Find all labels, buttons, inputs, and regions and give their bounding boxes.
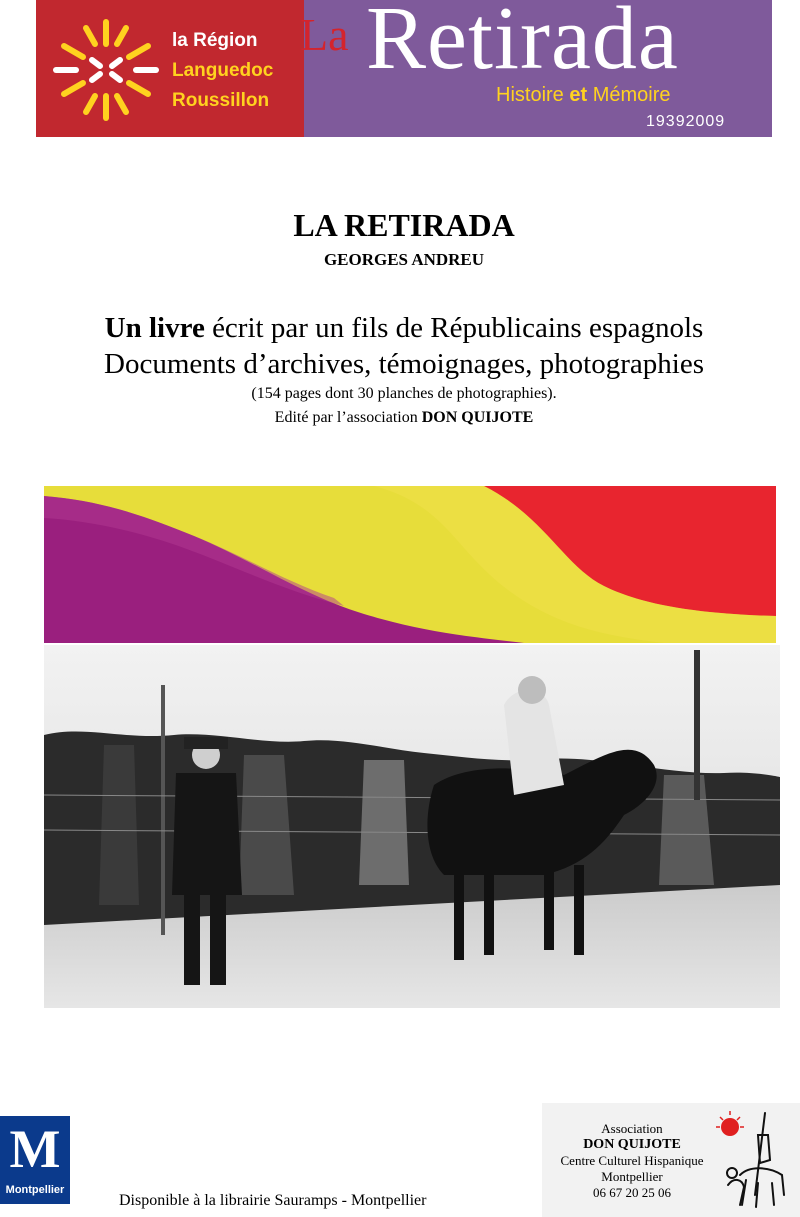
region-name	[172, 26, 273, 116]
book-publisher	[0, 409, 800, 427]
description-bold: Un livre	[104, 312, 205, 344]
montpellier-logo-letter: M	[9, 1119, 61, 1179]
exhibit-subtitle	[496, 84, 671, 107]
association-info	[542, 1121, 722, 1201]
don-quixote-illustration-icon	[710, 1105, 800, 1215]
association-center: Centre Culturel Hispanique	[560, 1153, 704, 1168]
republic-flag-image	[44, 486, 776, 643]
availability-text: Disponible à la librairie Sauramps - Montpellier	[119, 1192, 427, 1209]
association-card	[542, 1103, 800, 1217]
description-rest: écrit par un fils de Républicains espagnols	[204, 312, 704, 344]
region-line2: Languedoc	[172, 60, 274, 81]
montpellier-logo	[0, 1116, 70, 1204]
book-description	[0, 312, 800, 345]
publisher-name: DON QUIJOTE	[421, 409, 534, 426]
association-label: Association	[601, 1121, 663, 1136]
subtitle-part1: Histoire	[496, 84, 570, 106]
association-phone: 06 67 20 25 06	[593, 1185, 671, 1200]
archive-photo	[44, 645, 780, 1008]
exhibit-title: Retirada	[366, 0, 679, 88]
publisher-prefix: Edité par l’association	[274, 409, 422, 426]
book-author: GEORGES ANDREU	[323, 250, 485, 269]
association-name: DON QUIJOTE	[583, 1137, 681, 1152]
association-city: Montpellier	[601, 1169, 663, 1184]
subtitle-part2: Mémoire	[587, 84, 671, 106]
subtitle-bold: et	[569, 84, 588, 106]
book-description-line2: Documents d’archives, témoignages, photographies	[104, 348, 704, 380]
exhibit-prefix: La	[300, 9, 349, 60]
region-logo-icon	[50, 14, 162, 126]
exhibit-years: 19392009	[646, 113, 726, 130]
region-line3: Roussillon	[172, 90, 270, 111]
book-title: LA RETIRADA	[293, 207, 515, 243]
montpellier-logo-name: Montpellier	[5, 1184, 65, 1196]
book-pages-note: (154 pages dont 30 planches de photographies).	[251, 385, 557, 402]
region-line1: la Région	[172, 30, 258, 51]
